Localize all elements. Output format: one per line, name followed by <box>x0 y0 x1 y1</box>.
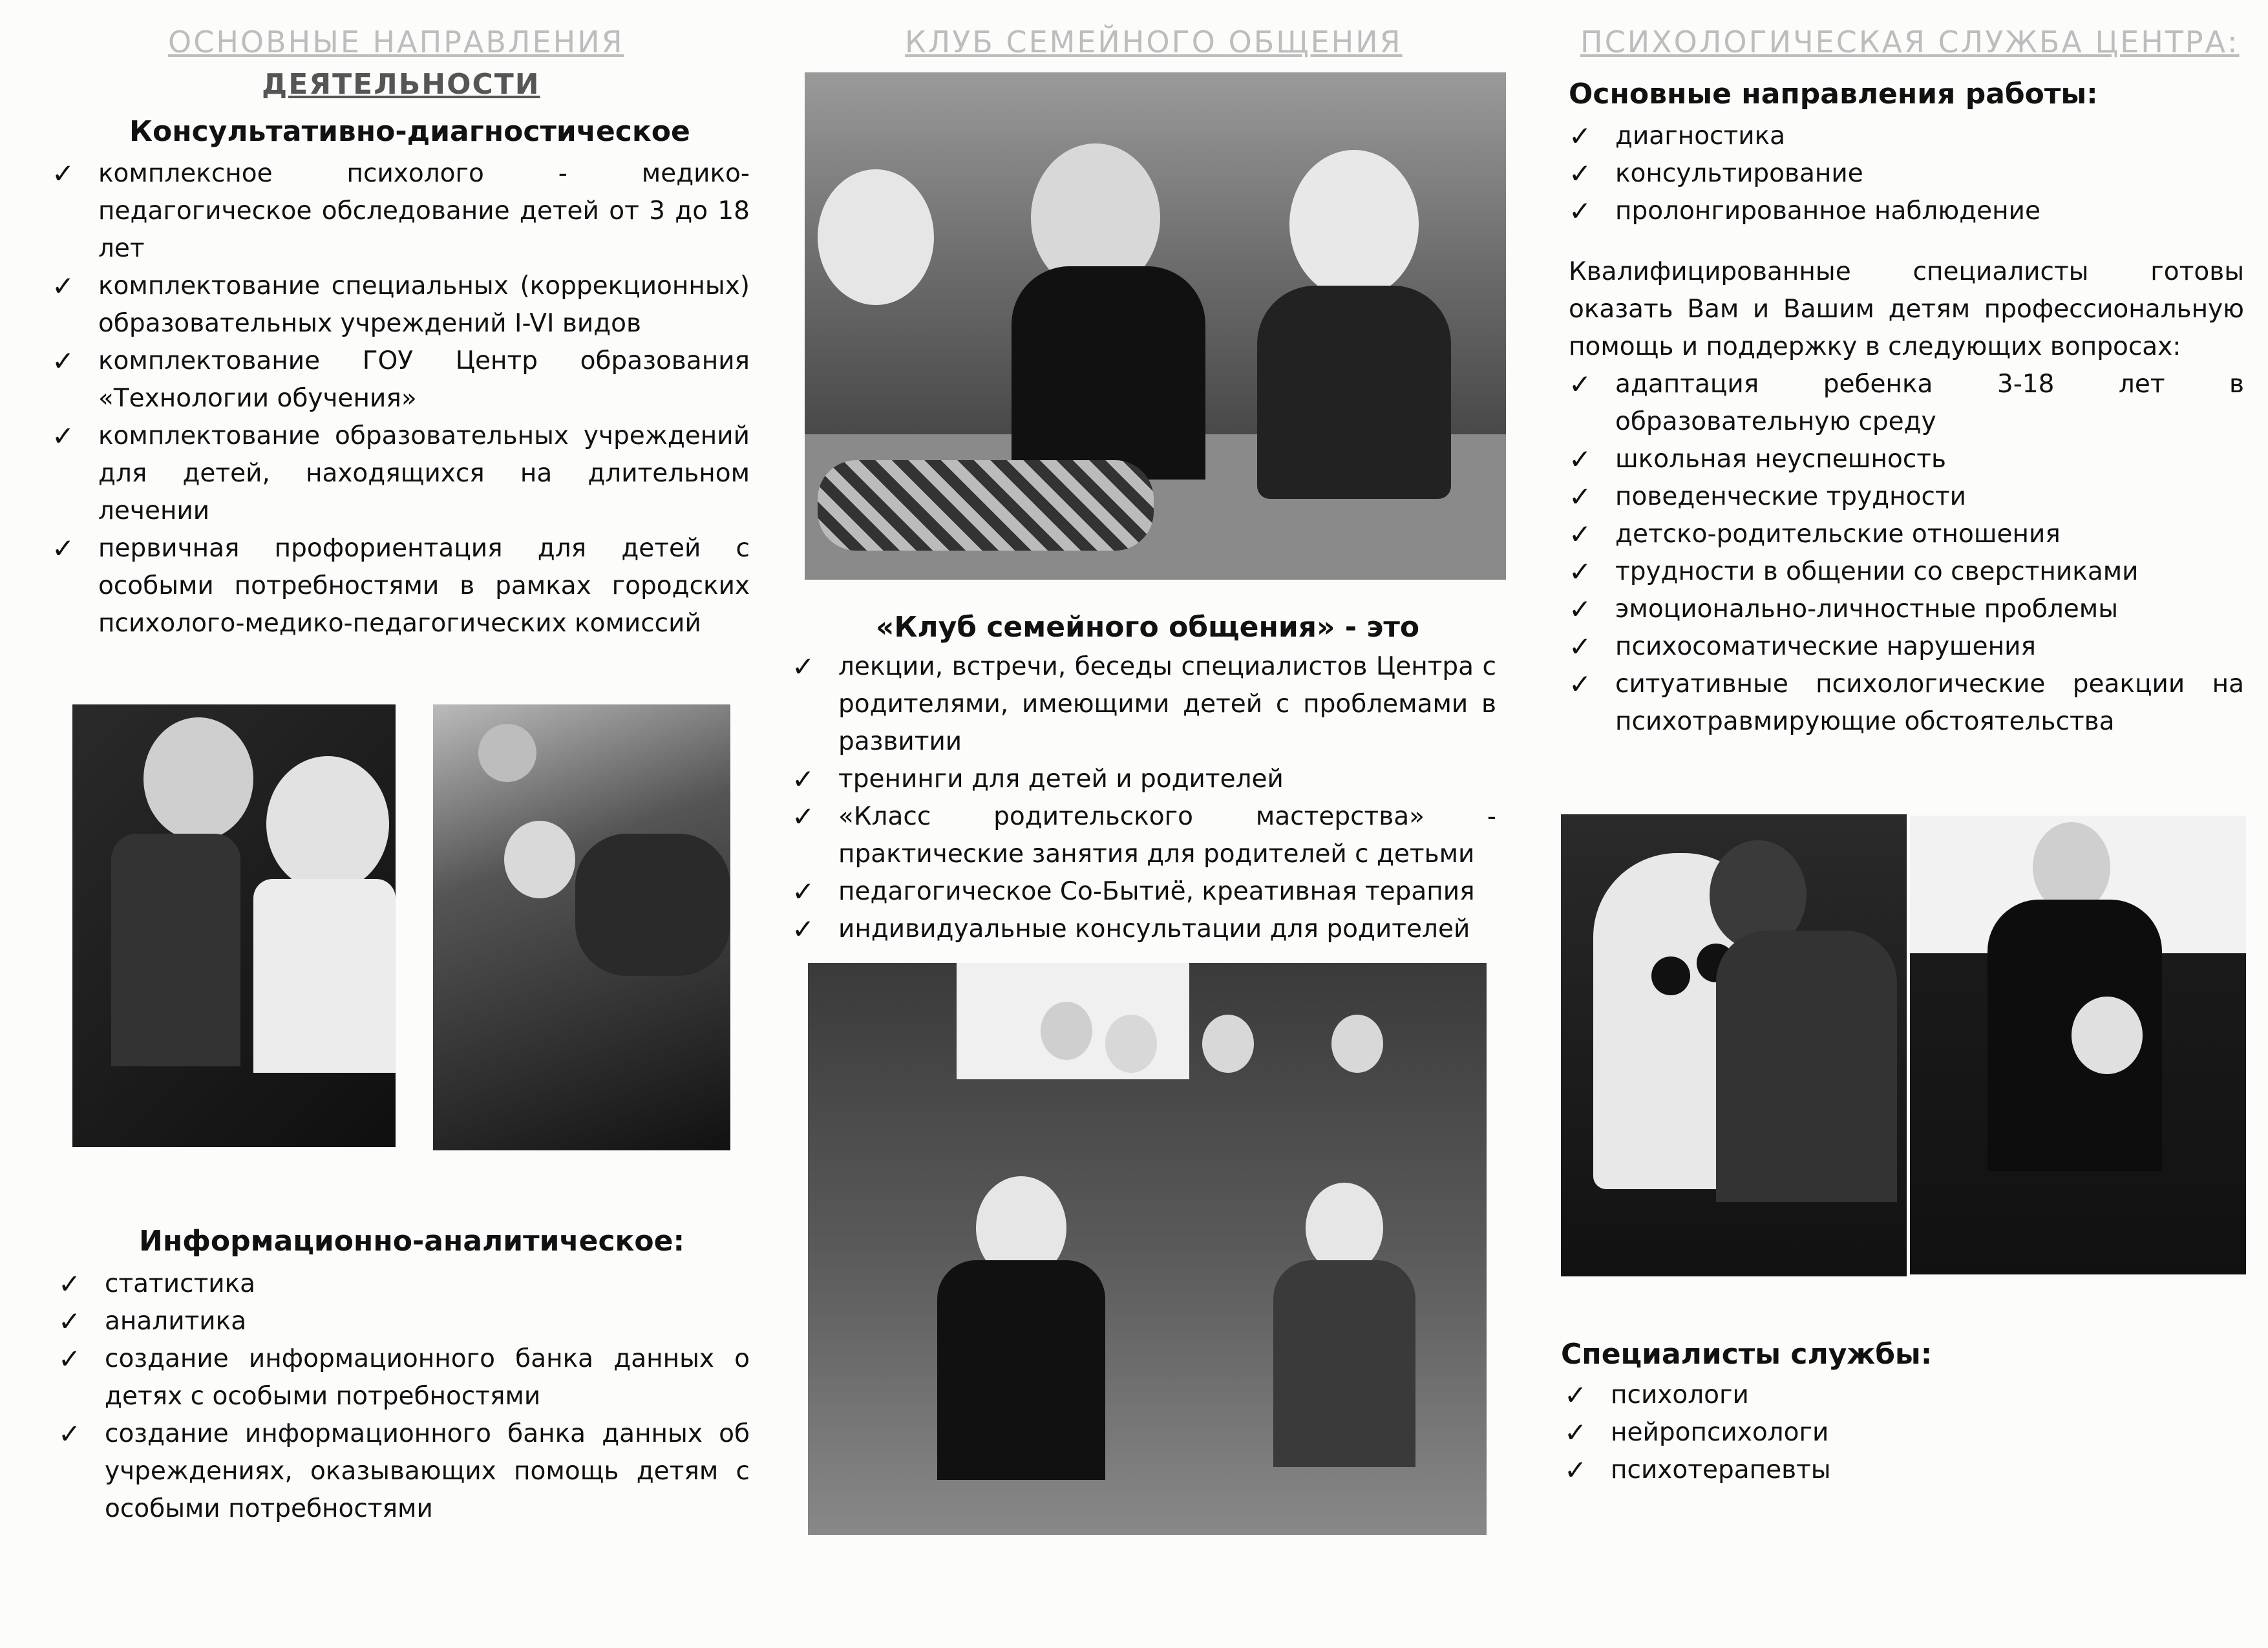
photo-boys <box>72 704 396 1147</box>
section-title-consult: Консультативно-диагностическое <box>129 115 690 148</box>
check-icon: ✓ <box>792 651 815 682</box>
check-icon: ✓ <box>58 1305 81 1337</box>
check-icon: ✓ <box>1569 668 1592 700</box>
list-item: ✓ создание информационного банка данных об учреждениях, оказывающих помощь детям с особыми потребностями <box>58 1415 750 1528</box>
list-item: ✓ статистика <box>58 1265 750 1303</box>
check-icon: ✓ <box>58 1343 81 1375</box>
club-list <box>792 648 1496 948</box>
list-item: ✓ создание информационного банка данных о детях с особыми потребностями <box>58 1340 750 1415</box>
list-item: ✓ индивидуальные консультации для родителей <box>792 911 1496 948</box>
list-item: ✓ трудности в общении со сверстниками <box>1569 553 2244 591</box>
check-icon: ✓ <box>58 1418 81 1450</box>
check-icon: ✓ <box>52 270 75 302</box>
list-item: ✓ психологи <box>1564 1377 2236 1414</box>
check-icon: ✓ <box>792 876 815 907</box>
list-item: ✓ комплектование специальных (коррекционных) образовательных учреждений I-VI видов <box>52 268 750 343</box>
issues-list <box>1569 366 2244 741</box>
list-item: ✓ комплектование образовательных учреждений для детей, находящихся на длительном лечении <box>52 417 750 530</box>
work-list <box>1569 118 2241 230</box>
check-icon: ✓ <box>792 801 815 832</box>
list-item: ✓ «Класс родительского мастерства» - практические занятия для родителей с детьми <box>792 798 1496 873</box>
check-icon: ✓ <box>1564 1379 1587 1411</box>
check-icon: ✓ <box>1569 443 1592 475</box>
column-psych-service <box>1561 0 2246 1648</box>
check-icon: ✓ <box>1569 556 1592 587</box>
check-icon: ✓ <box>1569 481 1592 512</box>
column-subheader: ДЕЯТЕЛЬНОСТИ <box>262 68 540 101</box>
column-header: ОСНОВНЫЕ НАПРАВЛЕНИЯ <box>168 25 624 59</box>
check-icon: ✓ <box>52 345 75 377</box>
specialists-list <box>1564 1377 2236 1489</box>
photo-family-club-group <box>808 963 1487 1535</box>
list-item: ✓ психосоматические нарушения <box>1569 628 2244 666</box>
list-item: ✓ ситуативные психологические реакции на психотравмирующие обстоятельства <box>1569 666 2244 741</box>
check-icon: ✓ <box>1569 368 1592 400</box>
section-title-specialists: Специалисты службы: <box>1561 1338 1933 1371</box>
photo-specialist-child <box>1910 816 2246 1274</box>
list-item: ✓ эмоционально-личностные проблемы <box>1569 591 2244 628</box>
section-title-info: Информационно-аналитическое: <box>139 1225 685 1258</box>
check-icon: ✓ <box>58 1268 81 1300</box>
column-header: ПСИХОЛОГИЧЕСКАЯ СЛУЖБА ЦЕНТРА: <box>1580 25 2240 59</box>
photo-children-play <box>433 704 730 1150</box>
list-item: ✓ педагогическое Со-Бытиё, креативная терапия <box>792 873 1496 911</box>
check-icon: ✓ <box>1564 1417 1587 1448</box>
check-icon: ✓ <box>52 158 75 189</box>
check-icon: ✓ <box>1569 593 1592 625</box>
check-icon: ✓ <box>792 763 815 795</box>
list-item: ✓ адаптация ребенка 3-18 лет в образовательную среду <box>1569 366 2244 441</box>
check-icon: ✓ <box>1569 195 1592 227</box>
section-title-club: «Клуб семейного общения» - это <box>876 611 1420 644</box>
check-icon: ✓ <box>792 913 815 945</box>
section-title-work: Основные направления работы: <box>1569 78 2098 111</box>
list-item: ✓ школьная неуспешность <box>1569 441 2244 478</box>
photo-family-club-top <box>805 72 1506 580</box>
column-family-club <box>792 0 1509 1648</box>
check-icon: ✓ <box>1564 1454 1587 1486</box>
check-icon: ✓ <box>1569 631 1592 662</box>
list-item: ✓ тренинги для детей и родителей <box>792 761 1496 798</box>
service-paragraph: Квалифицированные специалисты готовы оказать Вам и Вашим детям профессиональную помощь и поддержку в следующих вопросах: <box>1569 257 2244 361</box>
list-item: ✓ пролонгированное наблюдение <box>1569 193 2241 230</box>
list-item: ✓ детско-родительские отношения <box>1569 516 2244 553</box>
column-main-directions <box>45 0 763 1648</box>
info-list <box>58 1265 750 1528</box>
check-icon: ✓ <box>1569 518 1592 550</box>
photo-specialist-board <box>1561 814 1907 1276</box>
list-item: ✓ консультирование <box>1569 155 2241 193</box>
list-item: ✓ нейропсихологи <box>1564 1414 2236 1452</box>
list-item: ✓ лекции, встречи, беседы специалистов Центра с родителями, имеющими детей с проблемами в развитии <box>792 648 1496 761</box>
check-icon: ✓ <box>52 420 75 452</box>
list-item: ✓ психотерапевты <box>1564 1452 2236 1489</box>
check-icon: ✓ <box>1569 120 1592 152</box>
list-item: ✓ комплексное психолого - медико-педагогическое обследование детей от 3 до 18 лет <box>52 155 750 268</box>
check-icon: ✓ <box>52 533 75 564</box>
consult-list <box>52 155 750 642</box>
list-item: ✓ аналитика <box>58 1303 750 1340</box>
list-item: ✓ диагностика <box>1569 118 2241 155</box>
column-header: КЛУБ СЕМЕЙНОГО ОБЩЕНИЯ <box>905 25 1403 59</box>
list-item: ✓ первичная профориентация для детей с особыми потребностями в рамках городских психолого-медико-педагогических комиссий <box>52 530 750 642</box>
list-item: ✓ поведенческие трудности <box>1569 478 2244 516</box>
list-item: ✓ комплектование ГОУ Центр образования «Технологии обучения» <box>52 343 750 417</box>
check-icon: ✓ <box>1569 158 1592 189</box>
